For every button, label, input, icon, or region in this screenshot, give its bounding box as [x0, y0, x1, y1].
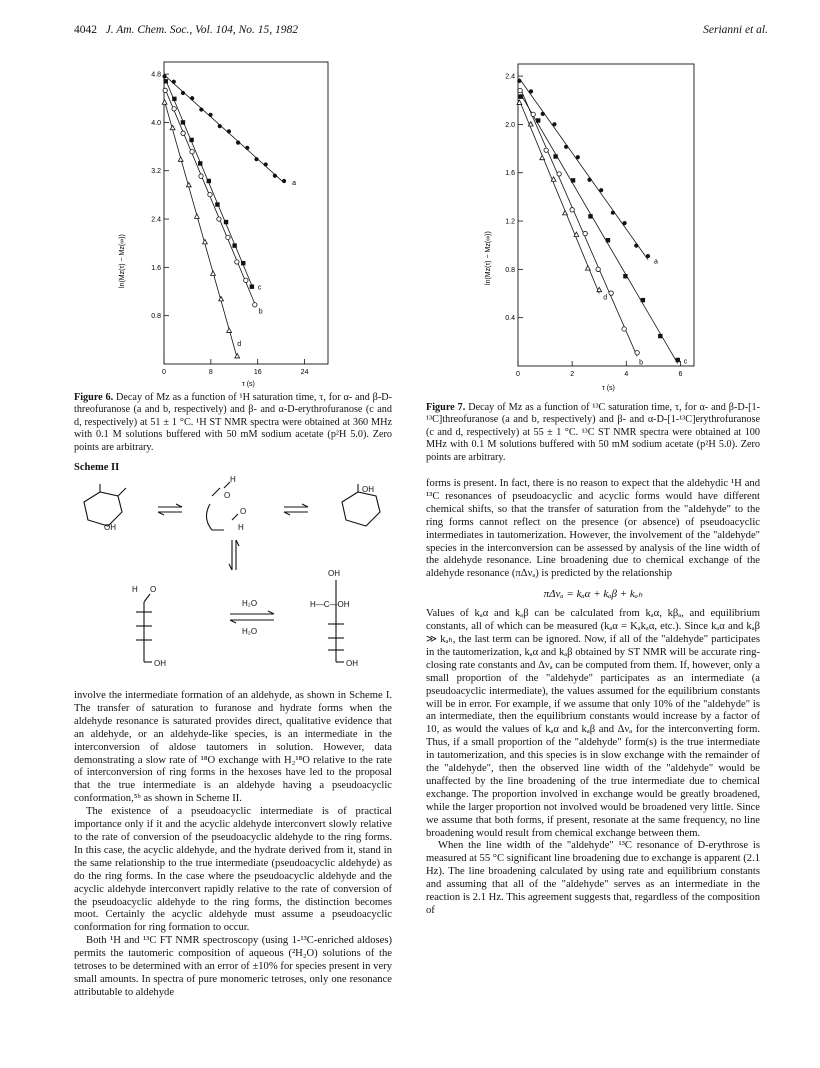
data-point-b — [583, 231, 587, 235]
fig7-frame — [518, 64, 694, 366]
right-paragraph-2: Values of kₐα and kₐβ can be calculated from kₐα, kβₐ, and equilibrium constants, all of which can be measured (kₐα = Kₐkₐα, etc.). Since kₐα and kₐβ ≫ kₐₕ, the last term can be ignored. Now, if all of the "aldehyde" participates in the tautomerization, kₐα and kₐβ obtained by ST NMR will be accurate ring-closing rate constants and Δνₐ can be computed from them. If, however, only a small proportion of the "aldehyde" participates as an intermediate (a pseudoacyclic intermediate), the values assumed for the equilibrium constants will be in error. For example, if we assume that only 10% of the "aldehyde" is an intermediate, then the equilibrium constants would increase by a factor of 10, as would the values of kₐα and kₐβ and Δνₐ for the interconverting form. Thus, if a small proportion of the "aldehyde" form(s) is the true intermediate in tautomerization, and this species is in slow exchange with the remainder of the "aldehyde", then the observed line width of the "aldehyde" would be unaffected by the line broadening of the true intermediate due to chemical exchange. The proportion involved in exchange would be greatly broadened, while the larger proportion not involved would be broadened very little. Since we assume that both forms, if present, resonate at the same frequency, no line broadening would result from chemical exchange between them. — [426, 608, 760, 839]
data-point-a — [646, 254, 650, 258]
figure-6-caption-label: Figure 6. — [74, 392, 114, 403]
data-point-a — [634, 244, 638, 248]
x-tick-label: 24 — [300, 369, 309, 376]
data-point-d — [203, 239, 208, 243]
scheme-h-3: H — [132, 585, 138, 594]
data-point-b — [208, 192, 212, 196]
data-point-d — [235, 354, 240, 358]
scheme-o-3: O — [150, 585, 157, 594]
series-label-d: d — [603, 294, 608, 302]
scheme-hcoh: H—C—OH — [310, 600, 350, 609]
data-point-a — [564, 145, 568, 149]
data-point-a — [218, 124, 222, 128]
data-point-c — [536, 118, 540, 122]
scheme-oh-5: OH — [346, 659, 358, 668]
running-header-authors: Serianni et al. — [703, 24, 768, 36]
data-point-c — [241, 261, 245, 265]
data-point-d — [227, 328, 232, 332]
data-point-d — [211, 271, 216, 275]
data-point-c — [658, 334, 662, 338]
scheme-h-1: H — [230, 475, 236, 484]
data-point-b — [518, 88, 522, 92]
figure-6-caption — [74, 392, 392, 454]
data-point-c — [181, 120, 185, 124]
data-point-a — [599, 188, 603, 192]
data-point-a — [264, 162, 268, 166]
regression-line-d — [165, 101, 238, 358]
data-point-a — [254, 157, 258, 161]
data-point-c — [588, 214, 592, 218]
data-point-a — [282, 179, 286, 183]
data-point-d — [194, 214, 199, 218]
data-point-b — [570, 208, 574, 212]
data-point-b — [199, 174, 203, 178]
data-point-d — [563, 211, 568, 215]
data-point-b — [596, 267, 600, 271]
data-point-c — [623, 274, 627, 278]
data-point-a — [190, 96, 194, 100]
y-tick-label: 2.4 — [505, 73, 515, 81]
y-tick-label: 1.6 — [505, 170, 515, 178]
regression-line-d — [519, 100, 599, 293]
y-tick-label: 0.8 — [151, 313, 161, 321]
data-point-a — [622, 221, 626, 225]
data-point-a — [236, 141, 240, 145]
data-point-a — [611, 211, 615, 215]
pseudoacyclic-aldehyde — [206, 482, 238, 530]
scheme-ii-diagram — [74, 474, 394, 672]
y-tick-label: 4.0 — [151, 119, 161, 127]
figure-7-plot — [474, 60, 714, 396]
data-point-a — [552, 122, 556, 126]
data-point-c — [519, 94, 523, 98]
scheme-h2o-2: H₂O — [242, 627, 258, 636]
fig6-xticks — [162, 359, 309, 376]
data-point-b — [622, 327, 626, 331]
x-tick-label: 4 — [624, 371, 629, 378]
data-point-b — [531, 112, 535, 116]
data-point-a — [587, 178, 591, 182]
data-point-c — [641, 298, 645, 302]
data-point-d — [178, 157, 183, 161]
fig6-regression-lines — [165, 75, 284, 358]
data-point-a — [199, 107, 203, 111]
fig6-frame — [164, 62, 328, 364]
fig7-data-points — [517, 79, 680, 362]
y-tick-label: 3.2 — [151, 168, 161, 176]
equilibrium-arrow-left — [158, 504, 182, 515]
scheme-oh-4: OH — [328, 569, 340, 578]
data-point-a — [245, 146, 249, 150]
figure-6-plot — [108, 58, 348, 390]
y-tick-label: 1.2 — [505, 218, 515, 226]
data-point-b — [635, 351, 639, 355]
left-paragraph-1: involve the intermediate formation of an aldehyde, as shown in Scheme I. The transfer of saturation to furanose and hydrate forms when the aldehyde resonance is saturated provides direct, qualitative evidence that an aldehyde, or an aldehyde-like species, is an intermediate in the interconversion of aldose tautomers in solution. However, data demonstrating a slow rate of ¹⁸O exchange with H₂¹⁸O relative to the rate of interconversion of ring forms in the hexoses have led to the proposal that the true intermediate is an aldehyde having a pseudoacyclic conformation,⁵ᵇ as shown in Scheme II. — [74, 690, 392, 805]
left-paragraph-3: Both ¹H and ¹³C FT NMR spectroscopy (using 1-¹³C-enriched aldoses) permits the tautomeric composition of aqueous (²H₂O) solutions of the tetroses to be determined with an error of ±10% for species present in very small amounts. In spectra of pure monomeric tetroses, only one resonance attributable to aldehyde — [74, 935, 392, 998]
line-broadening-equation: πΔνₐ = kₐα + kₐβ + kₐₕ — [543, 588, 643, 601]
series-label-c: c — [257, 284, 262, 292]
acyclic-aldehyde — [136, 594, 152, 662]
data-point-d — [540, 155, 545, 159]
figure-7-caption-text: Decay of Mz as a function of ¹³C saturation time, τ, for α- and β-D-[1-¹³C]threofuranose (a and b, respectively) and β- and α-D-[1-¹³C]erythrofuranose (c and d, respectively) at 55 ± 1 °C. ¹³C ST NMR spectra were obtained at 100 MHz with 0.1 M solutions buffered with 50 mM sodium acetate (p²H 5.0). Zero points are arbitrary. — [426, 402, 760, 463]
data-point-d — [162, 100, 167, 104]
figure-6-caption-text: Decay of Mz as a function of ¹H saturation time, τ, for α- and β-D-threofuranose (a and b, respectively) and β- and α-D-erythrofuranose (c and d, respectively) at 51 ± 1 °C. ¹H ST NMR spectra were obtained at 360 MHz with 0.1 M solutions buffered with 50 mM sodium acetate (p²H 5.0). Zero points are arbitrary. — [74, 392, 392, 453]
data-point-d — [219, 297, 224, 301]
series-label-a: a — [292, 179, 296, 187]
data-point-c — [676, 358, 680, 362]
cyclic-furanose-right — [342, 484, 380, 526]
page-number: 4042 — [74, 24, 97, 36]
left-column-text — [74, 690, 392, 1000]
data-point-a — [162, 74, 166, 78]
scheme-oh-1: OH — [104, 523, 116, 532]
data-point-b — [244, 278, 248, 282]
fig7-ylabel: ln(Mz(τ) − Mz(∞)) — [485, 231, 492, 285]
x-tick-label: 2 — [570, 371, 575, 378]
data-point-b — [544, 148, 548, 152]
data-point-d — [585, 266, 590, 270]
y-tick-label: 0.4 — [505, 315, 515, 323]
data-point-b — [253, 303, 257, 307]
data-point-a — [576, 155, 580, 159]
data-point-c — [606, 238, 610, 242]
x-tick-label: 0 — [162, 369, 166, 376]
fig7-xticks — [516, 361, 682, 378]
equilibrium-arrow-right — [284, 504, 308, 515]
y-tick-label: 1.6 — [151, 264, 161, 272]
y-tick-label: 2.4 — [151, 216, 161, 224]
data-point-d — [186, 182, 191, 186]
y-tick-label: 0.8 — [505, 266, 515, 274]
acyclic-hydrate — [328, 580, 344, 662]
x-tick-label: 8 — [208, 369, 213, 376]
data-point-a — [181, 91, 185, 95]
data-point-c — [164, 79, 168, 83]
data-point-a — [529, 89, 533, 93]
data-point-a — [227, 129, 231, 133]
fig6-ylabel: ln(Mz(τ) − Mz(∞)) — [119, 234, 126, 288]
y-tick-label: 2.0 — [505, 121, 515, 129]
data-point-b — [172, 107, 176, 111]
data-point-b — [217, 217, 221, 221]
data-point-d — [170, 125, 175, 129]
hydration-arrows — [230, 611, 274, 623]
fig6-series-labels — [237, 180, 296, 348]
cyclic-furanose-left — [84, 484, 126, 526]
data-point-b — [163, 88, 167, 92]
scheme-o-2: O — [240, 507, 247, 516]
data-point-b — [181, 131, 185, 135]
x-tick-label: 6 — [678, 371, 683, 378]
x-tick-label: 0 — [516, 371, 520, 378]
left-paragraph-2: The existence of a pseudoacyclic intermediate is of practical importance only if it and the acyclic aldehyde interconvert slowly relative to the rate of conversion of the pseudoacyclic aldehyde to the ring forms. In this case, the acyclic aldehyde, and the hydrate derived from it, stand in the same relationship to the true intermediate (pseudoacyclic aldehyde) as do the ring forms. In the case where the pseudoacyclic aldehyde and the acyclic aldehyde interconvert rapidly relative to the rate of conversion of the pseudoacyclic aldehyde to the ring forms, the distinction becomes moot. Certainly the acyclic aldehyde must assume a pseudoacyclic conformation for ring formation to occur. — [74, 806, 392, 934]
data-point-c — [553, 154, 557, 158]
scheme-o-1: O — [224, 491, 231, 500]
data-point-c — [571, 178, 575, 182]
right-column-text — [426, 478, 760, 918]
data-point-b — [609, 291, 613, 295]
data-point-b — [557, 172, 561, 176]
regression-line-c — [521, 94, 678, 363]
fig7-xlabel: τ (s) — [602, 385, 615, 392]
equilibrium-arrow-vertical — [229, 540, 239, 570]
right-paragraph-3: When the line width of the "aldehyde" ¹³C resonance of D-erythrose is measured at 55 °C significant line broadening due to exchange is apparent (2.1 Hz). The line broadening calculated by using rate and equilibrium constants and assuming that all of the "aldehyde" serves as an intermediate in the reaction is 2.1 Hz. This agreement suggests that, regardless of the composition of — [426, 840, 761, 916]
scheme-title: Scheme II — [74, 462, 120, 473]
data-point-c — [198, 161, 202, 165]
data-point-c — [215, 202, 219, 206]
series-label-c: c — [683, 358, 688, 366]
journal-citation: J. Am. Chem. Soc., Vol. 104, No. 15, 1982 — [105, 24, 299, 36]
scheme-oh-2: OH — [362, 485, 374, 494]
data-point-c — [224, 220, 228, 224]
data-point-c — [189, 138, 193, 142]
figure-7-caption — [426, 402, 760, 464]
data-point-a — [273, 174, 277, 178]
series-label-b: b — [639, 359, 644, 367]
running-header-left — [74, 24, 298, 36]
fig7-series-labels — [603, 259, 688, 367]
series-label-d: d — [237, 340, 242, 348]
data-point-c — [207, 179, 211, 183]
x-tick-label: 16 — [253, 369, 262, 376]
right-paragraph-1: forms is present. In fact, there is no reason to expect that the aldehydic ¹H and ¹³C resonances of pseudoacyclic and acyclic forms would have different chemical shifts, so that the transfer of saturation from the "aldehyde" to the ring forms cannot reflect on the presence (or absence) of pseudoacyclic intermediates in tautomerization. However, the involvement of the "aldehyde" species in the interconversion can be assessed by analysis of the line width of the aldehyde resonance. Line broadening due to chemical exchange of the aldehyde resonance (πΔνₐ) is predicted by the relationship — [426, 478, 760, 580]
y-tick-label: 4.8 — [151, 71, 161, 79]
data-point-a — [517, 79, 521, 83]
data-point-c — [232, 243, 236, 247]
figure-7-caption-label: Figure 7. — [426, 402, 466, 413]
data-point-c — [172, 97, 176, 101]
fig7-regression-lines — [519, 78, 677, 363]
data-point-c — [250, 284, 254, 288]
series-label-b: b — [258, 308, 263, 316]
scheme-oh-3: OH — [154, 659, 166, 668]
data-point-a — [172, 80, 176, 84]
fig6-xlabel: τ (s) — [242, 381, 255, 388]
data-point-a — [541, 112, 545, 116]
data-point-b — [226, 235, 230, 239]
series-label-a: a — [653, 258, 658, 266]
scheme-h2o-1: H₂O — [242, 599, 258, 608]
fig7-yticks — [505, 74, 523, 323]
data-point-a — [208, 113, 212, 117]
data-point-b — [190, 149, 194, 153]
regression-line-b — [520, 88, 637, 356]
scheme-h-2: H — [238, 523, 244, 532]
data-point-b — [235, 260, 239, 264]
